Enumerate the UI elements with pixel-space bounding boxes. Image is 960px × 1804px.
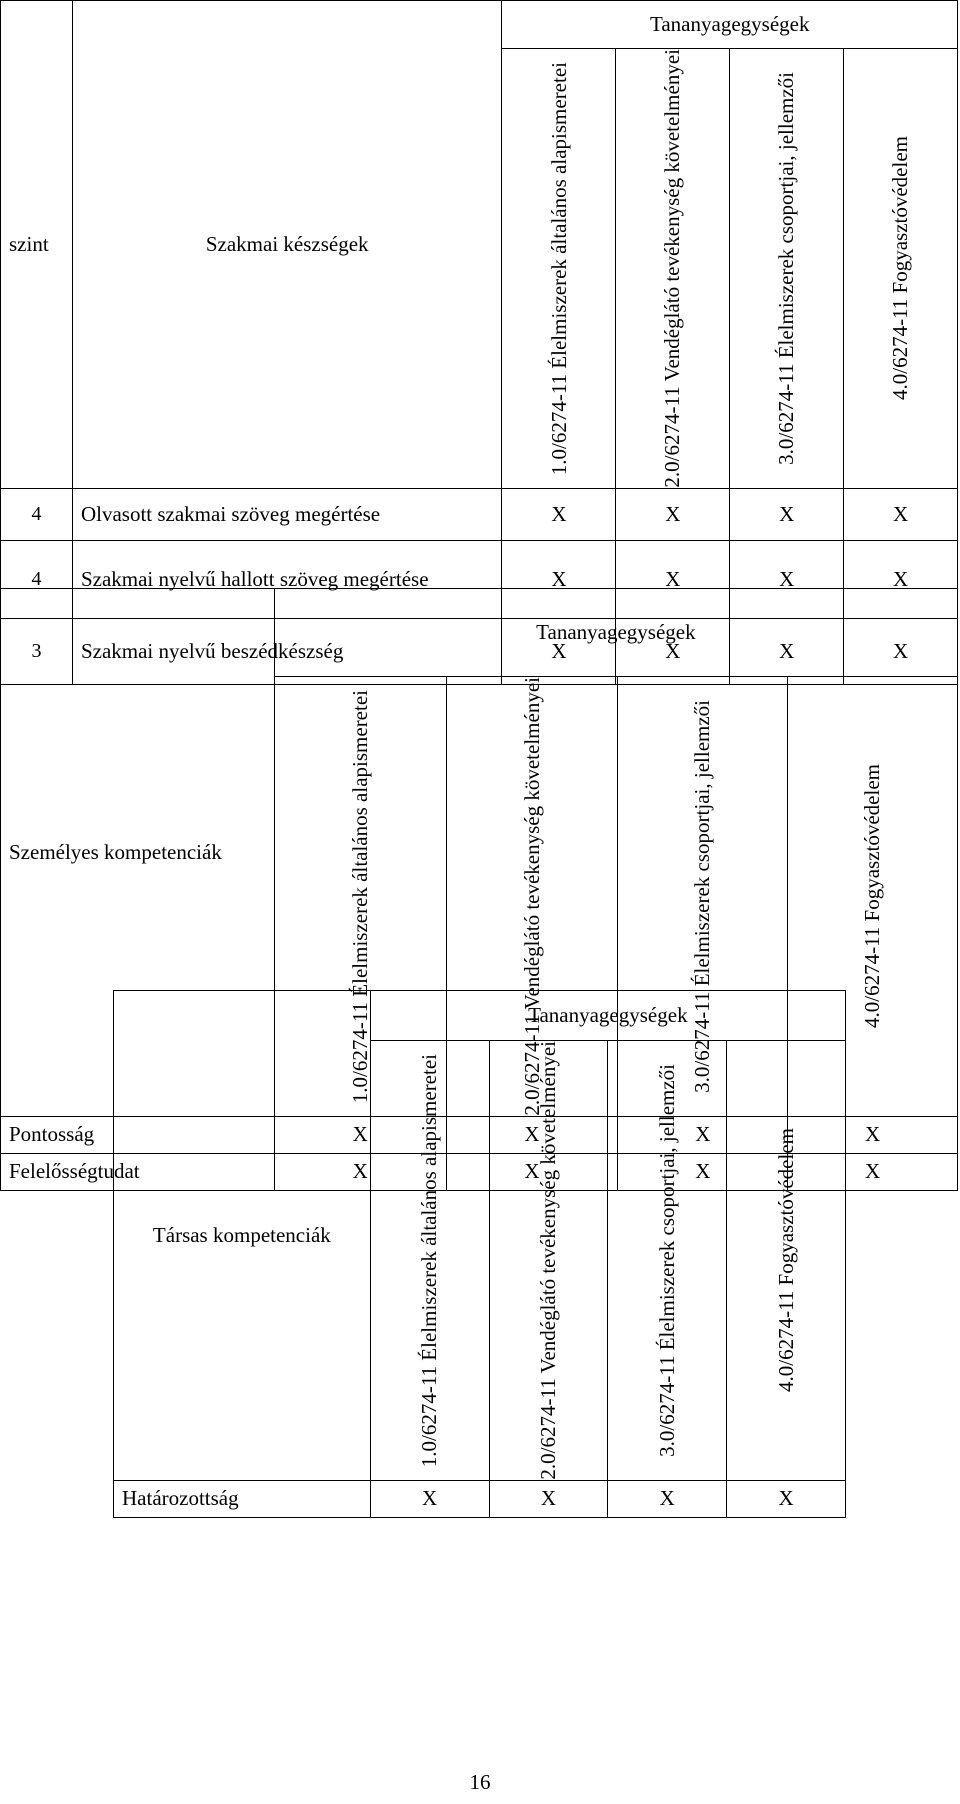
mark-cell: X — [446, 1116, 618, 1153]
mark-cell: X — [274, 1116, 446, 1153]
mark-cell: X — [502, 488, 616, 540]
mark-cell: X — [616, 488, 730, 540]
skills-column-header: Szakmai készségek — [72, 1, 502, 489]
page-number: 16 — [469, 1770, 491, 1794]
row-label: Határozottság — [114, 1480, 371, 1517]
social-competencies-table — [113, 990, 846, 1518]
mark-cell: X — [727, 1480, 846, 1517]
mark-cell: X — [489, 1480, 608, 1517]
mark-cell: X — [616, 618, 730, 684]
row-label: Felelősségtudat — [1, 1153, 275, 1190]
module-header-4: 4.0/6274-11 Fogyasztóvédelem — [727, 1041, 846, 1481]
row-level: 4 — [1, 540, 73, 618]
module-header-4: 4.0/6274-11 Fogyasztóvédelem — [788, 677, 958, 1117]
mark-cell: X — [844, 618, 958, 684]
table-row — [114, 1480, 846, 1517]
row-level: 3 — [1, 618, 73, 684]
module-header-3: 3.0/6274-11 Élelmiszerek csoportjai, jellemzői — [730, 49, 844, 489]
mark-cell: X — [844, 488, 958, 540]
mark-cell: X — [616, 540, 730, 618]
modules-group-header: Tananyagegységek — [274, 589, 957, 677]
mark-cell: X — [446, 1153, 618, 1190]
module-header-1: 1.0/6274-11 Élelmiszerek általános alapismeretei — [274, 677, 446, 1117]
module-header-1: 1.0/6274-11 Élelmiszerek általános alapismeretei — [502, 49, 616, 489]
mark-cell: X — [502, 618, 616, 684]
level-column-header: szint — [1, 1, 73, 489]
row-label: Pontosság — [1, 1116, 275, 1153]
module-header-1: 1.0/6274-11 Élelmiszerek általános alapismeretei — [370, 1041, 489, 1481]
mark-cell: X — [730, 618, 844, 684]
mark-cell: X — [608, 1480, 727, 1517]
mark-cell: X — [618, 1116, 788, 1153]
personal-competencies-header: Személyes kompetenciák — [1, 589, 275, 1117]
mark-cell: X — [274, 1153, 446, 1190]
module-header-2: 2.0/6274-11 Vendéglátó tevékenység követelményei — [446, 677, 618, 1117]
row-label: Olvasott szakmai szöveg megértése — [72, 488, 502, 540]
row-level: 4 — [1, 488, 73, 540]
table-row — [1, 488, 958, 540]
mark-cell: X — [788, 1116, 958, 1153]
module-header-2: 2.0/6274-11 Vendéglátó tevékenység követelményei — [489, 1041, 608, 1481]
row-label: Szakmai nyelvű hallott szöveg megértése — [72, 540, 502, 618]
module-header-3: 3.0/6274-11 Élelmiszerek csoportjai, jellemzői — [608, 1041, 727, 1481]
skills-table — [0, 0, 958, 685]
module-header-4: 4.0/6274-11 Fogyasztóvédelem — [844, 49, 958, 489]
modules-group-header: Tananyagegységek — [502, 1, 958, 49]
module-header-3: 3.0/6274-11 Élelmiszerek csoportjai, jellemzői — [618, 677, 788, 1117]
mark-cell: X — [370, 1480, 489, 1517]
module-header-2: 2.0/6274-11 Vendéglátó tevékenység követelményei — [616, 49, 730, 489]
mark-cell: X — [618, 1153, 788, 1190]
row-label: Szakmai nyelvű beszédkészség — [72, 618, 502, 684]
mark-cell: X — [502, 540, 616, 618]
mark-cell: X — [730, 540, 844, 618]
mark-cell: X — [788, 1153, 958, 1190]
modules-group-header: Tananyagegységek — [370, 991, 845, 1041]
mark-cell: X — [844, 540, 958, 618]
mark-cell: X — [730, 488, 844, 540]
social-competencies-header: Társas kompetenciák — [114, 991, 371, 1481]
